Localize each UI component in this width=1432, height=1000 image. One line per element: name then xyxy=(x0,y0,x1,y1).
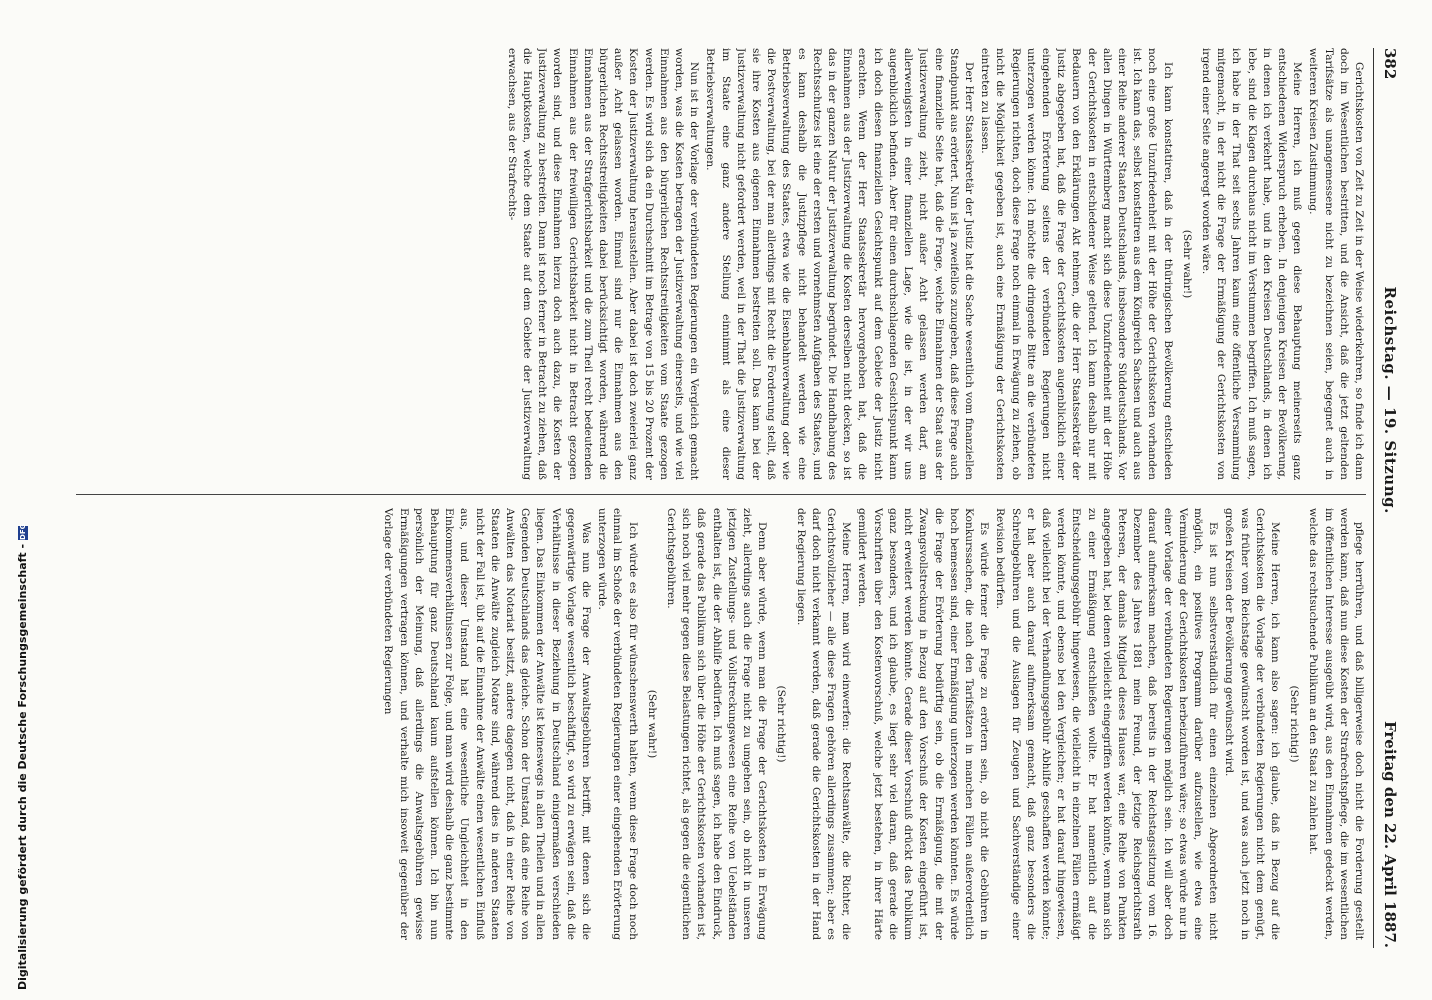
interjection: (Sehr richtig!) xyxy=(775,685,788,763)
paragraph: Meine Herren, man wird einwerfen: die Rechtsanwälte, die Richter, die Gerichtsvollzieher — alle diese Fragen gehören allerdings zusammen; aber es darf doch nicht verkannt werden, daß gerade die Gerichtskosten in der Hand der Regierung liegen. xyxy=(794,508,853,940)
paragraph: Es würde ferner die Frage zu erörtern sein, ob nicht die Gebühren in Konkurssachen, die nach den Tarifsätzen in manchen Fällen außerordentlich hoch bemessen sind, einer Ermäßigung unterzogen werden könnten. Es würde die Frage der Erörterung bedürftig sein, ob die Ermäßigung, die mit der Zwangsvollstreckung in Bezug auf den Vorschuß der Kosten eingeführt ist, nicht erweitert werden könnte. Gerade dieser Vorschuß drückt das Publikum ganz besonders, und ich glaube, es liegt sehr viel daran, daß gerade die Vorschriften über den Kostenvorschuß, welche jetzt bestehen, in ihrer Härte gemildert werden. xyxy=(856,508,991,940)
dfg-logo: DFG xyxy=(18,523,27,540)
paragraph: Nun ist in der Vorlage der verbündeten Regierungen ein Vergleich gemacht worden, was die Kosten betragen der Justizverwaltung einerseits, und wie viel Einnahmen aus den bürgerlichen Rechtsstreitigkeiten vom Staate gezogen werden. Es wird sich da ein Durchschnitt im Betrage von 15 bis 20 Prozent der Kosten der Justizverwaltung herausstellen. Aber dabei ist doch zweierlei ganz außer Acht gelassen worden. Einmal sind nur die Einnahmen aus den bürgerlichen Rechtsstreitigkeiten dabei berücksichtigt worden, während die Einnahmen aus der Strafgerichtsbarkeit und die zum Theil recht bedeutenden Einnahmen aus der freiwilligen Gerichtsbarkeit nicht in Betracht gezogen worden sind, und diese Einnahmen hierzu doch auch dazu, die Kosten der Justizverwaltung zu bestreiten. Dann ist noch ferner in Betracht zu ziehen, daß die Hauptkosten, welche dem Staate auf dem Gebiete der Justizverwaltung erwachsen, aus der Strafrechts- xyxy=(505,48,701,480)
session-date: Freitag den 22. April 1887. xyxy=(1381,721,1399,948)
column-divider xyxy=(76,494,1366,495)
page-number: 382 xyxy=(1381,48,1399,80)
digitization-credit xyxy=(16,523,29,990)
paragraph: Denn aber würde, wenn man die Frage der Gerichtskosten in Erwägung zieht, allerdings auch die Frage nicht zu umgehen sein, ob nicht in unseren jetzigen Zustellungs- und Vollstreckungswesen eine Reihe von Uebelständen enthalten ist, die der Abhilfe bedürfen. Ich muß sagen, ich habe den Eindruck, daß gerade das Publikum sich über die Höhe der Gerichtskosten vorhanden ist, sich noch viel mehr gegen diese Belastungen richtet, als gegen die eigentlichen Gerichtsgebühren. xyxy=(665,508,769,940)
paragraph: pflege herrühren, und daß billigerweise doch nicht die Forderung gestellt werden kann, daß nun diese Kosten der Strafrechtspflege, die im wesentlichen im öffentlichen Interesse ausgeübt wird, aus den Einnahmen gedeckt werden, welche das rechtsuchende Publikum an den Staat zu zahlen hat. xyxy=(1307,508,1365,940)
credit-text: Digitalisierung gefördert durch die Deutsche Forschungsgemeinschaft - xyxy=(16,543,29,990)
interjection: (Sehr wahr!) xyxy=(645,689,658,759)
paragraph: Meine Herren, ich muß gegen diese Behauptung meinerseits ganz entschiedenen Widerspruch erheben. In denjenigen Kreisen der Bevölkerung, in denen ich verkehrt habe, und in den Kreisen Deutschlands, in denen ich lebe, sind die Klagen durchaus nicht im Verstummen begriffen. Ich muß sagen, ich habe in der That seit sechs Jahren kaum eine öffentliche Versammlung mitgemacht, in der nicht die Frage der Ermäßigung der Gerichtskosten von irgend einer Seite angeregt worden wäre. xyxy=(1199,48,1304,480)
rotated-page-content xyxy=(72,48,1402,948)
paragraph: Ich kann konstatiren, daß in der thüringischen Bevölkerung entschieden noch eine große Unzufriedenheit mit der Höhe der Gerichtskosten vorhanden ist. Ich kann das, selbst konstatiren aus dem Königreich Sachsen und auch aus einer Reihe anderer Staaten Deutschlands, insbesondere Süddeutschlands. Vor allen Dingen in Württemberg macht sich diese Unzufriedenheit mit der Höhe der Gerichtskosten in entschiedener Weise geltend. Ich kann deshalb nur mit Bedauern von den Erklärungen Akt nehmen, die der Herr Staatssekretär der Justiz abgegeben hat, daß die Frage der Gerichtskosten augenblicklich einer eingehenden Erörterung seitens der verbündeten Regierungen nicht unterzogen werden könne. Ich möchte die dringende Bitte an die verbündeten Regierungen richten, doch diese Frage noch einmal in Erwägung zu ziehen, ob nicht die Möglichkeit gegeben ist, auch eine Ermäßigung der Gerichtskosten eintreten zu lassen. xyxy=(979,48,1174,480)
paragraph: Der Herr Staatssekretär der Justiz hat die Sache wesentlich vom finanziellen Standpunkt aus erörtert. Nun ist ja zweifellos zuzugeben, daß diese Frage auch eine finanzielle Seite hat, daß die Frage, welche Einnahmen der Staat aus der Justizverwaltung zieht, nicht außer Acht gelassen werden darf, am allerwenigsten in einer finanziellen Lage, wie die ist, in der wir uns augenblicklich befinden. Aber für einen durchschlagenden Gesichtspunkt kann ich doch diesen finanziellen Gesichtspunkt auf dem Gebiete der Justiz nicht erachten. Wenn der Herr Staatssekretär hervorgehoben hat, daß die Einnahmen aus der Justizverwaltung die Kosten derselben nicht decken, so ist das in der ganzen Natur der Justizverwaltung begründet. Die Handhabung des Rechtsschutzes ist eine der ersten und vornehmsten Aufgaben des Staates, und es kann deshalb die Justizpflege nicht behandelt werden wie eine Betriebsverwaltung des Staates, etwa wie die Eisenbahnverwaltung oder wie die Postverwaltung, bei der man allerdings mit Recht die Forderung stellt, daß sie ihre Kosten aus eigenen Einnahmen bestreiten soll. Das kann bei der Justizverwaltung nicht gefordert werden, weil in der That die Justizverwaltung im Staate eine ganz andere Stellung einnimmt als eine dieser Betriebsverwaltungen. xyxy=(704,48,975,480)
right-text-column xyxy=(76,508,1366,940)
interjection: (Sehr wahr!) xyxy=(1180,229,1193,299)
paragraph: Gerichtskosten von Zeit zu Zeit in der Weise wiederkehren, so finde ich dann doch im Wesentlichen bestritten, und die Ansicht, daß die jetzt geltenden Tarifsätze als unangemessene nicht zu bezeichnen seien, begegnet auch in weiteren Kreisen Zustimmung. xyxy=(1307,48,1365,480)
running-head xyxy=(1378,48,1402,948)
paragraph: Ich würde es also für wünschenswerth halten, wenn diese Frage doch noch einmal im Schoße der verbündeten Regierungen einer eingehenden Erörterung unterzogen würde. xyxy=(596,508,639,940)
left-text-column xyxy=(76,48,1366,480)
paragraph: Es ist nun selbstverständlich für einen einzelnen Abgeordneten nicht möglich, ein positives Programm darüber aufzustellen, wie etwa eine Verminderung der Gerichtskosten herbeizuführen wäre; so etwas würde nur in einer Vorlage der verbündeten Regierungen möglich sein. Ich will aber doch darauf aufmerksam machen, daß bereits in der Reichstagssitzung vom 16. Dezember des Jahres 1881 mein Freund, der jetzige Reichsgerichtsrath Petersen, der damals Mitglied dieses Hauses war, eine Reihe von Punkten angegeben hat, bei denen vielleicht eingegriffen werden könnte, wenn man sich zu einer Ermäßigung entschließen wollte. Er hat namentlich auf die Entscheidungsgebühr hingewiesen, die vielleicht in einzelnen Fällen ermäßigt werden könnte, und ebenso bei den Vergleichen; er hat darauf hingewiesen, daß vielleicht bei der Verhandlungsgebühr Abhilfe geschaffen werden könnte; er hat aber auch darauf aufmerksam gemacht, daß ganz besonders die Schreibgebühren und die Auslagen für Zeugen und Sachverständige einer Revision bedürfen. xyxy=(994,508,1220,940)
paragraph: Meine Herren, ich kann also sagen: ich glaube, daß in Bezug auf die Gerichtskosten die Vorlage der verbündeten Regierungen nicht dem genügt, was früher vom Reichstage gewünscht worden ist, und was auch jetzt noch in großen Kreisen der Bevölkerung gewünscht wird. xyxy=(1223,508,1281,940)
paragraph: Was nun die Frage der Anwaltsgebühren betrifft, mit denen sich die gegenwärtige Vorlage wesentlich beschäftigt, so wird zu erwägen sein, daß die Verhältnisse in dieser Beziehung in Deutschland einigermaßen verschieden liegen. Das Einkommen der Anwälte ist keineswegs in allen Theilen und in allen Gegenden Deutschlands das gleiche. Schon der Umstand, daß eine Reihe von Anwälten das Notariat besitzt, andere dagegen nicht, daß in einer Reihe von Staaten die Anwälte zugleich Notare sind, während dies in anderen Staaten nicht der Fall ist, übt auf die Einnahme der Anwälte einen wesentlichen Einfluß aus, und dieser Umstand hat eine wesentliche Ungleichheit in den Einkommensverhältnissen zur Folge, und man wird deshalb die ganz bestimmte Behauptung für ganz Deutschland kaum aufstellen können. Ich bin nun persönlich der Meinung, daß allerdings die Anwaltsgebühren gewisse Ermäßigungen vertragen können, und verhalte mich insoweit gegenüber der Vorlage der verbündeten Regierungen xyxy=(382,508,593,940)
header-rule xyxy=(1373,48,1374,948)
interjection: (Sehr richtig!) xyxy=(1288,685,1301,763)
session-title: Reichstag. — 19. Sitzung. xyxy=(1381,286,1399,514)
